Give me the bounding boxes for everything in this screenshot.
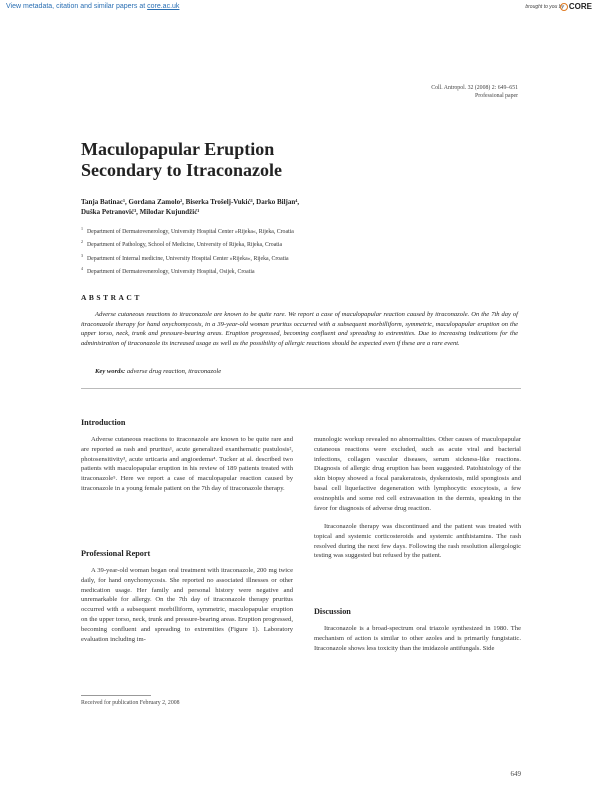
page-number: 649 xyxy=(510,770,521,778)
professional-report-body xyxy=(81,566,293,644)
footnote-rule xyxy=(81,695,151,696)
title-line-1: Maculopapular Eruption xyxy=(81,139,275,159)
section-divider xyxy=(81,388,521,389)
core-link-prefix: View metadata, citation and similar papers at xyxy=(6,3,148,10)
professional-report-paragraph: A 39-year-old woman began oral treatment with itraconazole, 200 mg twice daily, for hand onychomycosis. She reported no associated illnesses or other medication usage. Her family and personal history were negative and unremarkable for allergy. On the 7th day of itraconazole therapy pruritus occurred with a subsequent morbilliform, symmetric, maculopapular eruption on the upper torso, neck, trunk and pressure-bearing areas. Eruption progressed, becoming confluent and spreading to extremities (Figure 1). Laboratory evaluation including im- xyxy=(81,567,293,643)
title-line-2: Secondary to Itraconazole xyxy=(81,160,282,180)
brought-by-text: brought to you by xyxy=(525,4,564,10)
abstract-heading: ABSTRACT xyxy=(81,293,142,302)
professional-report-heading: Professional Report xyxy=(81,549,151,558)
abstract-text: Adverse cutaneous reactions to itraconazole are known to be quite rare. We report a case of maculopapular reaction caused by itraconazole. On the 7th day of itraconazole therapy for hand onychomycosis, in a 39-year-old woman pruritus occurred with a subsequent morbilliform, symmetric, maculopapular eruption on the upper torso, neck, trunk and pressure-bearing areas. Eruption progressed, becoming confluent and spreading to extremities. Due to increasing indications for the administration of itraconazole its increased usage as well as the possibility of allergic reactions should be expected even if these are a rare event. xyxy=(81,311,518,347)
core-logo-icon xyxy=(560,3,568,11)
paper-type: Professional paper xyxy=(475,92,518,99)
core-logo[interactable] xyxy=(560,2,592,11)
affiliation-4: $^4$Department of Dermatovenerology, University Hospital, Osijek, Croatia xyxy=(81,266,255,276)
core-metadata-link[interactable] xyxy=(6,3,179,10)
journal-citation: Coll. Antropol. 32 (2008) 2: 649–651 xyxy=(431,85,518,91)
authors-line-1: Tanja Batinac¹, Gordana Zamolo², Biserka Trošelj-Vukić³, Darko Biljan⁴, xyxy=(81,198,300,206)
affiliation-2: $^2$Department of Pathology, School of Medicine, University of Rijeka, Rijeka, Croatia xyxy=(81,239,283,249)
author-list xyxy=(81,197,521,217)
authors-line-2: Duška Petranović³, Milodar Kujundžić¹ xyxy=(81,208,200,216)
continuation-paragraph: munologic workup revealed no abnormalities. Other causes of maculopapular cutaneous reactions were excluded, such as acute viral and bacterial infections, collagen vascular diseases, serum sickness-like reactions. Diagnosis of allergic drug eruption has been suggested. Patohistology of the skin biopsy showed a focal parakeratosis, dyskeratosis, mild spongiosis and basal cell liquefactive degeneration with lymphocytic exocytosis, a few eosinophils and some red cell extravasation in the dermis, speaking in the favor for diagnosis of adverse drug reaction. xyxy=(314,436,521,512)
paper-title xyxy=(81,139,282,181)
discussion-heading: Discussion xyxy=(314,607,351,616)
affiliation-1: $^1$Department of Dermatovenerology, University Hospital Center »Rijeka«, Rijeka, Croatia xyxy=(81,226,294,235)
column2-paragraph-1 xyxy=(314,435,521,513)
affiliations xyxy=(81,224,521,278)
introduction-paragraph: Adverse cutaneous reactions to itraconazole are known to be quite rare and are reported as rash and pruritus¹, acute generalized exanthematic pustulosis², photosensitivity³, acute urticaria and angioedema⁴. Tucker at al. described two patients with maculopapular eruption in his review of 189 patients treated with itraconazole⁵. Here we report a case of maculopapular reaction caused by itraconazole in a young female patient on the 7th day of itraconazole therapy. xyxy=(81,436,293,492)
received-footnote: Received for publication February 2, 2008 xyxy=(81,700,180,706)
discussion-paragraph: Itraconazole is a broad-spectrum oral triazole synthesized in 1980. The mechanism of action is similar to other azoles and is primarily fungistatic. Itraconazole shows less toxicity than the imidazole antifungals. Side xyxy=(314,625,521,652)
affiliation-3: $^3$Department of Internal medicine, University Hospital Center »Rijeka«, Rijeka, Croatia xyxy=(81,252,289,262)
introduction-body xyxy=(81,435,293,494)
discussion-body xyxy=(314,624,521,653)
keywords-text: adverse drug reaction, itraconazole xyxy=(125,368,222,375)
keywords-label: Key words: xyxy=(95,368,126,375)
journal-info xyxy=(338,85,518,100)
introduction-heading: Introduction xyxy=(81,418,126,427)
therapy-paragraph: Itraconazole therapy was discontinued and the patient was treated with topical and systemic corticosteroids and systemic antihistamins. The rash resolved during the next few days. Following the rash resolution allergologic testing was suggested but refused by the patient. xyxy=(314,523,521,560)
core-link[interactable]: core.ac.uk xyxy=(147,3,180,10)
core-logo-text: CORE xyxy=(568,2,592,11)
keywords xyxy=(95,368,221,375)
column2-paragraph-2 xyxy=(314,522,521,561)
